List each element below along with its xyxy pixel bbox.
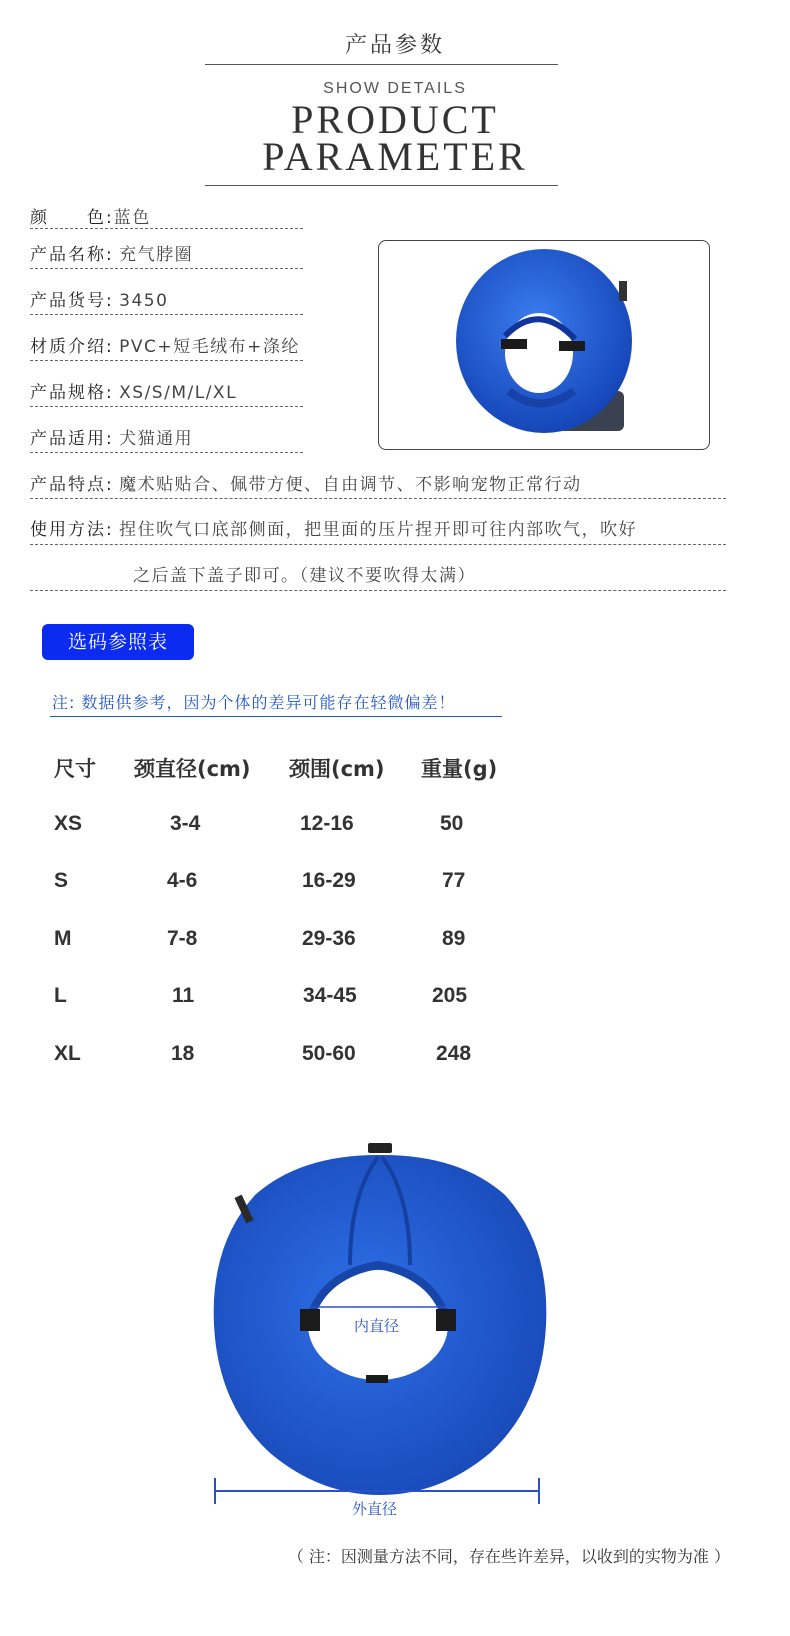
table-cell: 77 — [442, 869, 466, 892]
row-divider — [30, 590, 726, 591]
table-cell: L — [54, 984, 67, 1007]
table-cell: 50 — [440, 812, 464, 835]
tab-size-chart[interactable]: 选码参照表 — [42, 624, 194, 660]
param-material — [30, 332, 300, 357]
param-label: 产品特点: — [30, 475, 114, 495]
row-divider — [30, 360, 303, 361]
param-color — [30, 203, 151, 228]
param-label: 材质介绍: — [30, 337, 114, 357]
table-cell: 3-4 — [170, 812, 201, 835]
dimension-tick-left — [214, 1478, 216, 1504]
param-value: XS/S/M/L/XL — [119, 383, 238, 403]
row-divider — [30, 228, 303, 229]
param-spec — [30, 378, 237, 403]
outer-diameter-label: 外直径 — [352, 1500, 398, 1518]
table-cell: 11 — [172, 984, 195, 1007]
row-divider — [30, 544, 726, 545]
param-usage — [30, 515, 637, 540]
table-cell: 7-8 — [167, 927, 198, 950]
section-title: 产品参数 — [344, 33, 445, 58]
note-underline — [50, 716, 502, 717]
size-note: 注: 数据供参考，因为个体的差异可能存在轻微偏差！ — [52, 693, 456, 712]
param-label: 颜 色: — [30, 208, 114, 228]
param-label: 使用方法: — [30, 520, 114, 540]
param-value: 3450 — [119, 291, 169, 311]
table-header: 尺寸 — [54, 757, 96, 781]
param-value: 之后盖下盖子即可。（建议不要吹得太满） — [133, 566, 476, 586]
table-cell: 12-16 — [300, 812, 354, 835]
param-usage-cont — [133, 561, 476, 586]
table-cell: 18 — [171, 1042, 195, 1065]
table-header: 重量(g) — [421, 757, 498, 781]
table-cell: 248 — [436, 1042, 472, 1065]
table-cell: XS — [54, 812, 83, 835]
table-cell: 89 — [442, 927, 466, 950]
heading-divider — [205, 185, 558, 186]
param-label: 产品名称: — [30, 245, 114, 265]
table-cell: XL — [54, 1042, 81, 1065]
collar-illustration-small — [379, 241, 709, 449]
table-cell: M — [54, 927, 72, 950]
param-value: PVC+短毛绒布+涤纶 — [119, 337, 300, 357]
heading-line-1: PRODUCT — [291, 97, 499, 142]
table-header: 颈直径(cm) — [134, 757, 251, 781]
row-divider — [30, 498, 726, 499]
param-value: 捏住吹气口底部侧面，把里面的压片捏开即可往内部吹气，吹好 — [119, 520, 638, 540]
row-divider — [30, 268, 303, 269]
table-cell: 205 — [432, 984, 468, 1007]
param-name — [30, 240, 193, 265]
product-photo — [378, 240, 710, 450]
inner-diameter-label: 内直径 — [354, 1317, 400, 1335]
row-divider — [30, 406, 303, 407]
table-cell: 34-45 — [303, 984, 357, 1007]
table-cell: 50-60 — [302, 1042, 356, 1065]
param-features — [30, 470, 582, 495]
title-divider — [205, 64, 558, 65]
measurement-note: （ 注：因测量方法不同，存在些许差异，以收到的实物为准 ） — [287, 1547, 730, 1566]
param-label: 产品货号: — [30, 291, 114, 311]
param-value: 犬猫通用 — [119, 429, 194, 449]
dimension-tick-right — [538, 1478, 540, 1504]
param-suitable — [30, 424, 193, 449]
section-subtitle: SHOW DETAILS — [323, 80, 467, 97]
table-header: 颈围(cm) — [289, 757, 385, 781]
table-cell: 4-6 — [167, 869, 198, 892]
heading-line-2: PARAMETER — [262, 134, 528, 179]
outer-dimension-line — [214, 1490, 540, 1492]
param-value: 充气脖圈 — [119, 245, 194, 265]
param-label: 产品规格: — [30, 383, 114, 403]
param-sku — [30, 286, 168, 311]
param-value: 蓝色 — [113, 208, 151, 228]
param-value: 魔术贴贴合、佩带方便、自由调节、不影响宠物正常行动 — [119, 475, 582, 495]
row-divider — [30, 314, 303, 315]
param-label: 产品适用: — [30, 429, 114, 449]
table-cell: 16-29 — [302, 869, 356, 892]
table-cell: S — [54, 869, 69, 892]
table-cell: 29-36 — [302, 927, 356, 950]
row-divider — [30, 452, 303, 453]
